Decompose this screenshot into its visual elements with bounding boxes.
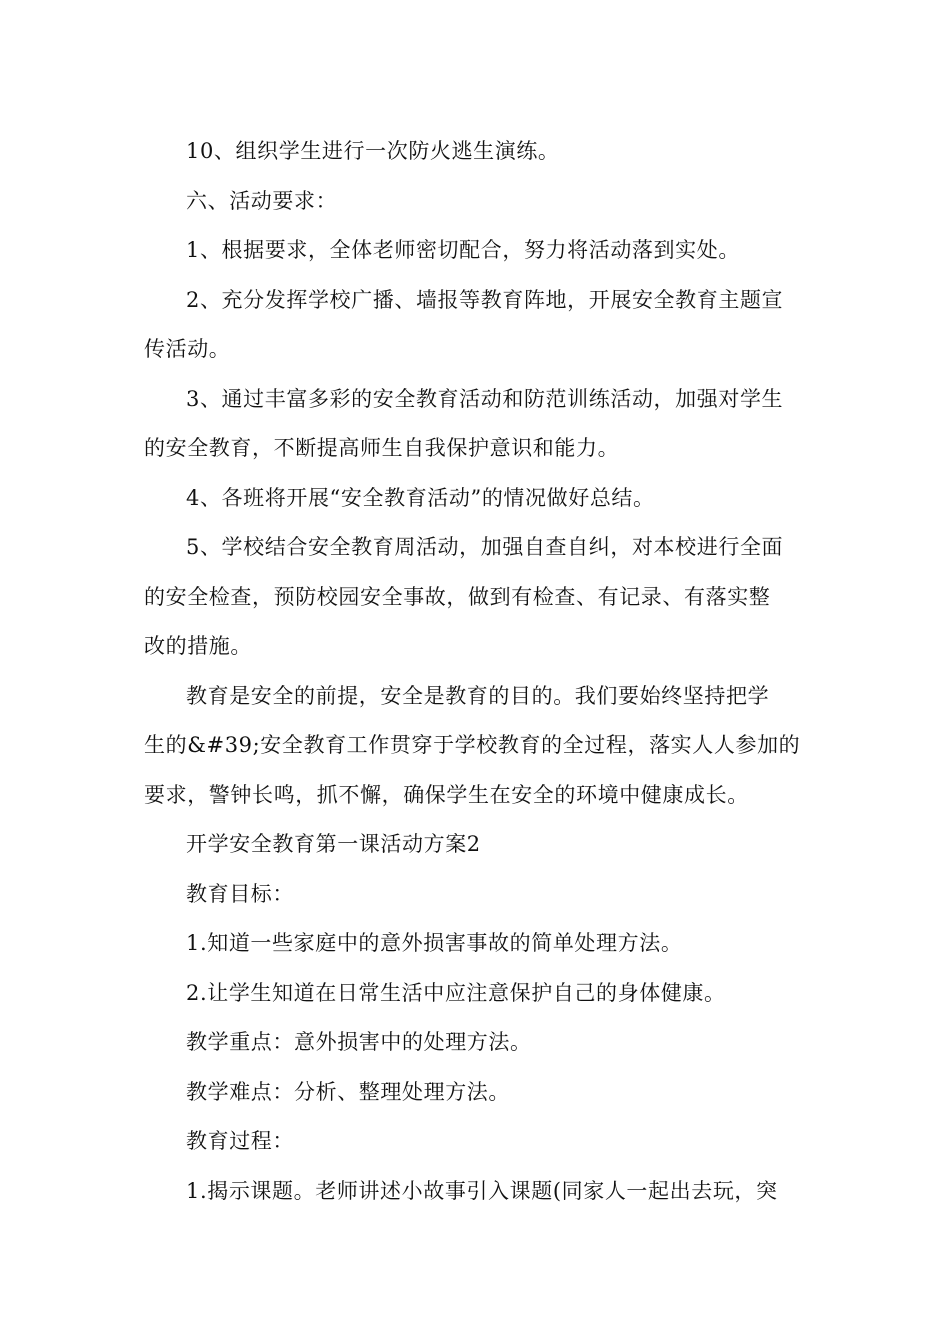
paragraph-line: 2.让学生知道在日常生活中应注意保护自己的身体健康。: [186, 980, 726, 1005]
paragraph-line: 10、组织学生进行一次防火逃生演练。: [186, 139, 560, 163]
paragraph-line: 教学难点：分析、整理处理方法。: [186, 1079, 510, 1104]
paragraph-8: [144, 672, 810, 821]
paragraph-line: 5、学校结合安全教育周活动，加强自查自纠，对本校进行全面: [186, 535, 784, 559]
paragraph-line: 生的&#39;安全教育工作贯穿于学校教育的全过程，落实人人参加的: [144, 733, 801, 757]
paragraph-line: 2、充分发挥学校广播、墙报等教育阵地，开展安全教育主题宣: [186, 287, 784, 312]
paragraph-line: 要求，警钟长鸣，抓不懈，确保学生在安全的环境中健康成长。: [144, 782, 749, 807]
paragraph-line: 开学安全教育第一课活动方案2: [186, 832, 481, 856]
paragraph-line: 教育目标：: [186, 881, 294, 906]
paragraph-11: [144, 919, 810, 969]
paragraph-10: [144, 870, 810, 920]
paragraph-line: 六、活动要求：: [186, 188, 338, 213]
plan-title: [144, 820, 810, 870]
paragraph-line: 4、各班将开展“安全教育活动”的情况做好总结。: [186, 485, 655, 510]
paragraph-line: 1.揭示课题。老师讲述小故事引入课题(同家人一起出去玩，突: [186, 1178, 778, 1203]
paragraph-5: [144, 375, 810, 474]
paragraph-line: 的安全检查，预防校园安全事故，做到有检查、有记录、有落实整: [144, 584, 771, 609]
paragraph-12: [144, 969, 810, 1019]
paragraph-1: [144, 127, 810, 177]
paragraph-line: 3、通过丰富多彩的安全教育活动和防范训练活动，加强对学生: [186, 386, 784, 411]
paragraph-line: 的安全教育，不断提高师生自我保护意识和能力。: [144, 436, 620, 460]
paragraph-15: [144, 1117, 810, 1167]
document-body: [144, 127, 810, 1216]
paragraph-line: 教育是安全的前提，安全是教育的目的。我们要始终坚持把学: [186, 683, 770, 708]
paragraph-3: [144, 226, 810, 276]
paragraph-line: 传活动。: [144, 337, 231, 361]
paragraph-line: 1、根据要求，全体老师密切配合，努力将活动落到实处。: [186, 238, 740, 262]
paragraph-13: [144, 1018, 810, 1068]
paragraph-line: 改的措施。: [144, 634, 252, 658]
section-heading: [144, 177, 810, 227]
paragraph-6: [144, 474, 810, 524]
paragraph-14: [144, 1068, 810, 1118]
paragraph-line: 教学重点：意外损害中的处理方法。: [186, 1030, 532, 1054]
paragraph-line: 1.知道一些家庭中的意外损害事故的简单处理方法。: [186, 931, 683, 955]
paragraph-line: 教育过程：: [186, 1129, 294, 1153]
paragraph-16: [144, 1167, 810, 1217]
paragraph-7: [144, 523, 810, 672]
paragraph-4: [144, 276, 810, 375]
